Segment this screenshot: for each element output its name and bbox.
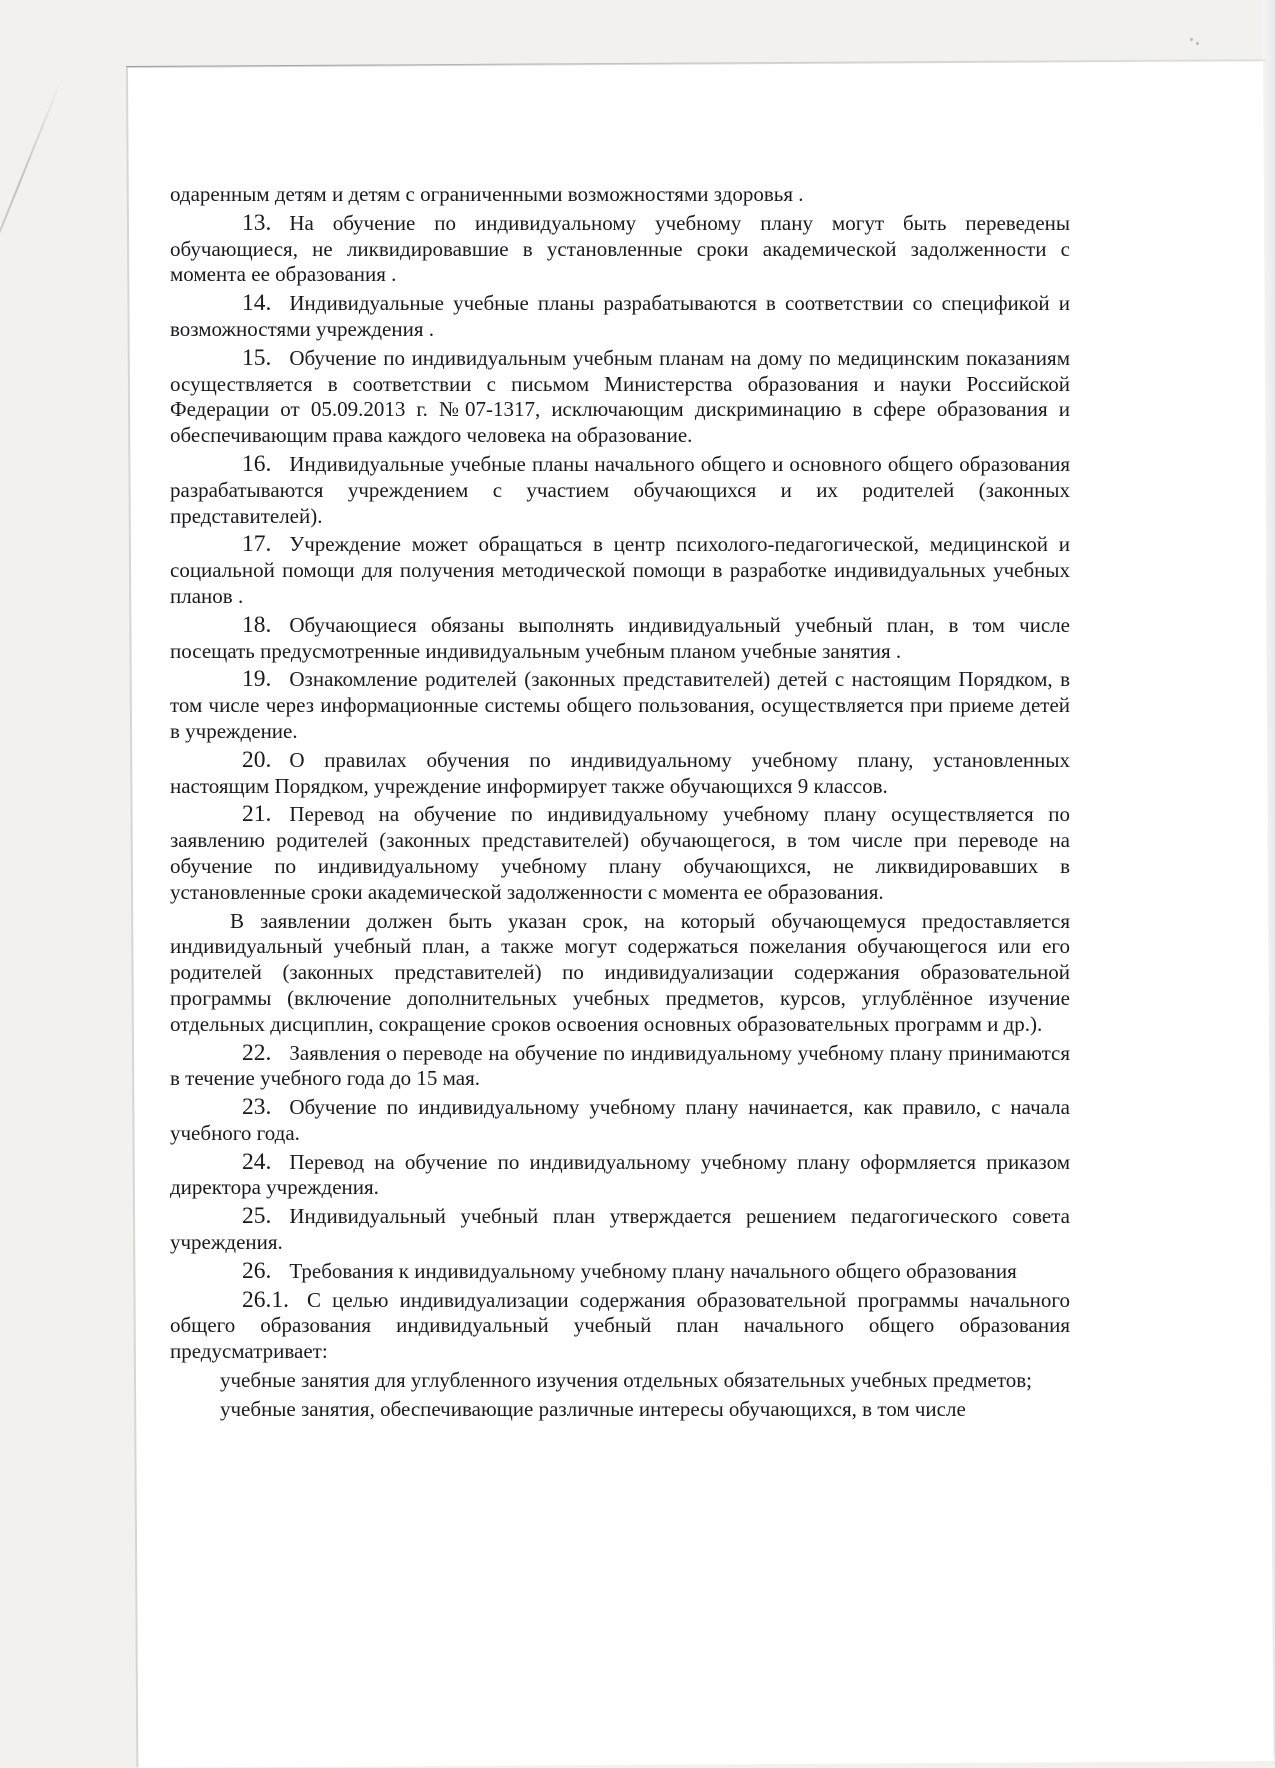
paragraph-number: 15. <box>242 344 272 371</box>
paragraph-19: 19. Ознакомление родителей (законных представителей) детей с настоящим Порядком, в том числе через информационные системы общего пользования, осуществляется при приеме детей в учреждение. <box>170 666 1070 743</box>
list-item-in-depth-study: учебные занятия для углубленного изучения отдельных обязательных учебных предметов; <box>220 1368 1033 1393</box>
paragraph-number: 20. <box>242 746 272 773</box>
list-item-interests: учебные занятия, обеспечивающие различные интересы обучающихся, в том числе <box>220 1396 966 1421</box>
paragraph-21: 21. Перевод на обучение по индивидуальному учебному плану осуществляется по заявлению родителей (законных представителей) обучающегося, в том числе при переводе на обучение по индивидуальному учебному плану обучающихся, не ликвидировавших в установленные сроки академической задолженности с момента ее образования. <box>170 801 1070 904</box>
scan-speck <box>1196 42 1199 45</box>
paragraph-number: 21. <box>242 801 272 828</box>
scan-speck <box>1190 38 1193 41</box>
paragraph-26: 26. Требования к индивидуальному учебному плану начального общего образования <box>242 1257 1017 1284</box>
paragraph-13: 13. На обучение по индивидуальному учебному плану могут быть переведены обучающиеся, не ликвидировавшие в установленные сроки академической задолженности с момента ее образования . <box>170 209 1070 287</box>
scan-fold-line <box>0 80 62 340</box>
paragraph-16: 16. Индивидуальные учебные планы начального общего и основного общего образования разрабатываются учреждением с участием обучающихся и их родителей (законных представителей). <box>170 450 1070 528</box>
document-body <box>170 182 1070 1426</box>
paragraph-21-application-note: В заявлении должен быть указан срок, на который обучающемуся предоставляется индивидуальный учебный план, а также могут содержаться пожелания обучающегося или его родителей (законных представителей) по индивидуализации содержания образовательной программы (включение дополнительных учебных предметов, курсов, углублённое изучение отдельных дисциплин, сокращение сроков освоения основных образовательных программ и др.). <box>170 908 1070 1036</box>
paragraph-number: 13. <box>242 209 272 236</box>
paragraph-23: 23. Обучение по индивидуальному учебному плану начинается, как правило, с начала учебного года. <box>170 1094 1070 1145</box>
paragraph-number: 17. <box>242 531 272 558</box>
paragraph-number: 24. <box>242 1148 272 1175</box>
paragraph-number: 14. <box>242 290 272 317</box>
paragraph-number: 25. <box>242 1203 272 1230</box>
paragraph-15: 15. Обучение по индивидуальным учебным планам на дому по медицинским показаниям осуществляется в соответствии с письмом Министерства образования и науки Российской Федерации от 05.09.2013 г. №07-1317, исключающим дискриминацию в сфере образования и обеспечивающим права каждого человека на образование. <box>170 344 1070 448</box>
paragraph-number: 26.1. <box>242 1286 289 1313</box>
paragraph-24: 24. Перевод на обучение по индивидуальному учебному плану оформляется приказом директора учреждения. <box>170 1148 1070 1200</box>
paragraph-18: 18. Обучающиеся обязаны выполнять индивидуальный учебный план, в том числе посещать предусмотренные индивидуальным учебным планом учебные занятия . <box>170 611 1070 663</box>
paragraph-number: 19. <box>242 666 272 693</box>
paragraph-number: 26. <box>242 1257 272 1284</box>
paragraph-14: 14. Индивидуальные учебные планы разрабатываются в соответствии со спецификой и возможностями учреждения . <box>170 290 1070 341</box>
paragraph-continuation: одаренным детям и детям с ограниченными возможностями здоровья . <box>170 182 804 206</box>
paragraph-number: 23. <box>242 1094 272 1121</box>
paragraph-17: 17. Учреждение может обращаться в центр психолого-педагогической, медицинской и социальной помощи для получения методической помощи в разработке индивидуальных учебных планов . <box>170 531 1070 608</box>
paragraph-number: 22. <box>242 1039 272 1066</box>
paragraph-25: 25. Индивидуальный учебный план утверждается решением педагогического совета учреждения. <box>170 1203 1070 1255</box>
paragraph-number: 18. <box>242 611 272 638</box>
paragraph-26-1: 26.1. С целью индивидуализации содержания образовательной программы начального общего образования индивидуальный учебный план начального общего образования предусматривает: <box>170 1286 1070 1364</box>
paragraph-20: 20. О правилах обучения по индивидуальному учебному плану, установленных настоящим Порядком, учреждение информирует также обучающихся 9 классов. <box>170 746 1070 798</box>
paragraph-22: 22. Заявления о переводе на обучение по индивидуальному учебному плану принимаются в течение учебного года до 15 мая. <box>170 1039 1070 1091</box>
paragraph-number: 16. <box>242 450 272 477</box>
